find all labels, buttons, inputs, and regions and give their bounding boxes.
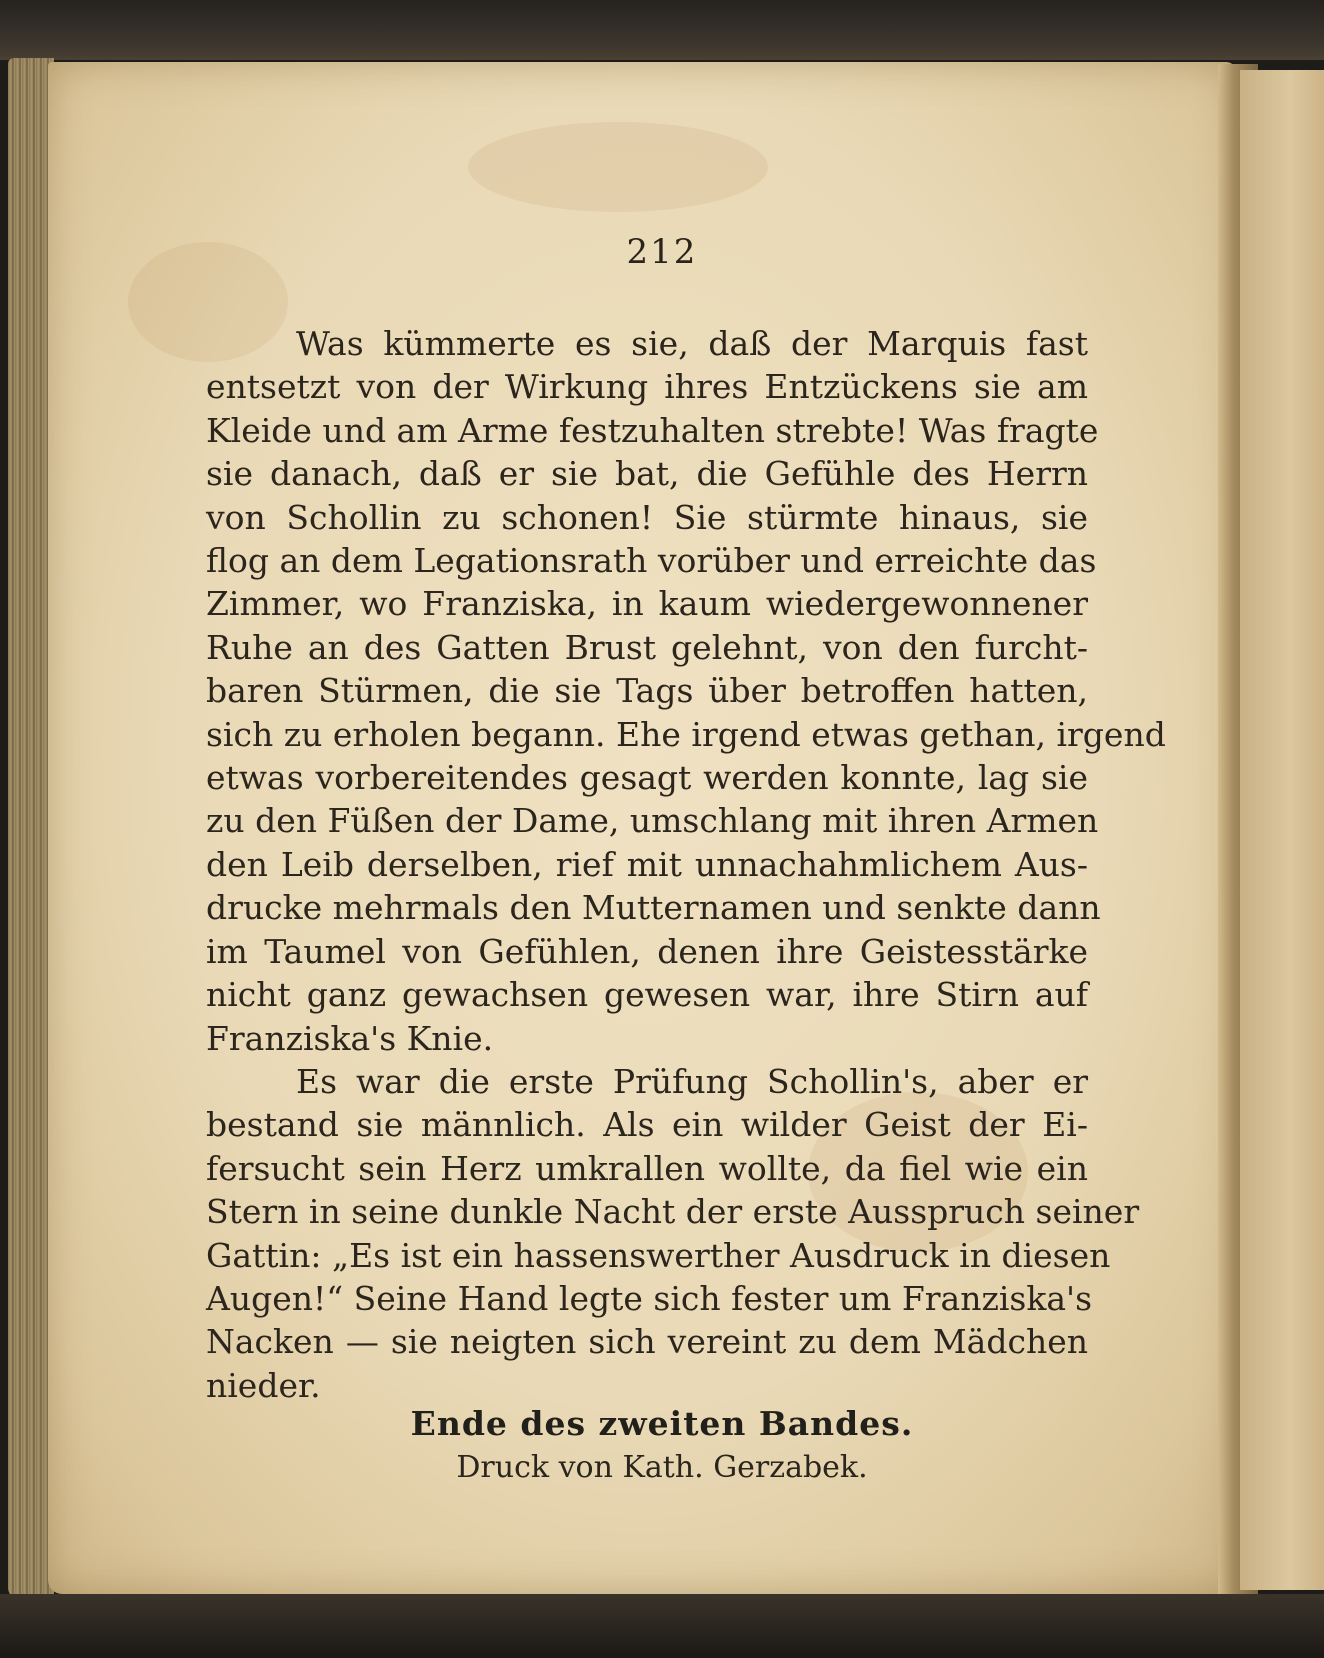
text-line: fersucht sein Herz umkrallen wollte, da fiel wie ein bbox=[206, 1148, 1088, 1188]
paper-stain bbox=[468, 122, 768, 212]
text-line: drucke mehrmals den Mutternamen und senkte dann bbox=[206, 888, 1101, 928]
text-line: sie danach, daß er sie bat, die Gefühle des Herrn bbox=[206, 454, 1088, 494]
text-line: flog an dem Legationsrath vorüber und erreichte das bbox=[206, 541, 1097, 581]
text-line: im Taumel von Gefühlen, denen ihre Geistesstärke bbox=[206, 931, 1088, 971]
text-line: zu den Füßen der Dame, umschlang mit ihren Armen bbox=[206, 801, 1099, 841]
text-line: Franziska's Knie. bbox=[206, 1018, 494, 1058]
text-line: Was kümmerte es sie, daß der Marquis fast bbox=[296, 324, 1088, 363]
text-line: Nacken — sie neigten sich vereint zu dem Mädchen bbox=[206, 1322, 1088, 1362]
body-text bbox=[206, 322, 1166, 1407]
text-line: entsetzt von der Wirkung ihres Entzückens sie am bbox=[206, 367, 1088, 407]
text-line: etwas vorbereitendes gesagt werden konnte, lag sie bbox=[206, 758, 1088, 798]
end-of-volume-title: Ende des zweiten Bandes. bbox=[410, 1404, 914, 1443]
page-number: 212 bbox=[626, 232, 698, 272]
text-line: Augen!“ Seine Hand legte sich fester um Franziska's bbox=[206, 1278, 1093, 1318]
text-line: Es war die erste Prüfung Schollin's, aber er bbox=[296, 1061, 1088, 1101]
text-line: den Leib derselben, rief mit unnachahmlichem Aus- bbox=[206, 844, 1088, 884]
text-line: bestand sie männlich. Als ein wilder Geist der Ei- bbox=[206, 1105, 1088, 1145]
text-line: Gattin: „Es ist ein hassenswerther Ausdruck in diesen bbox=[206, 1235, 1111, 1275]
book-cover-bottom bbox=[0, 1594, 1324, 1658]
printer-imprint: Druck von Kath. Gerzabek. bbox=[456, 1450, 868, 1485]
opposite-page-edge bbox=[1240, 70, 1324, 1590]
text-line: Stern in seine dunkle Nacht der erste Ausspruch seiner bbox=[206, 1192, 1140, 1232]
text-line: von Schollin zu schonen! Sie stürmte hinaus, sie bbox=[206, 497, 1088, 537]
text-line: nicht ganz gewachsen gewesen war, ihre Stirn auf bbox=[206, 975, 1088, 1015]
text-line: Zimmer, wo Franziska, in kaum wiedergewonnener bbox=[206, 584, 1088, 624]
book-cover-top bbox=[0, 0, 1324, 60]
text-line: nieder. bbox=[206, 1365, 321, 1405]
text-line: baren Stürmen, die sie Tags über betroffen hatten, bbox=[206, 671, 1088, 711]
text-line: Kleide und am Arme festzuhalten strebte! Was fragte bbox=[206, 410, 1099, 450]
text-line: Ruhe an des Gatten Brust gelehnt, von den furcht- bbox=[206, 627, 1088, 667]
text-line: sich zu erholen begann. Ehe irgend etwas gethan, irgend bbox=[206, 714, 1166, 754]
